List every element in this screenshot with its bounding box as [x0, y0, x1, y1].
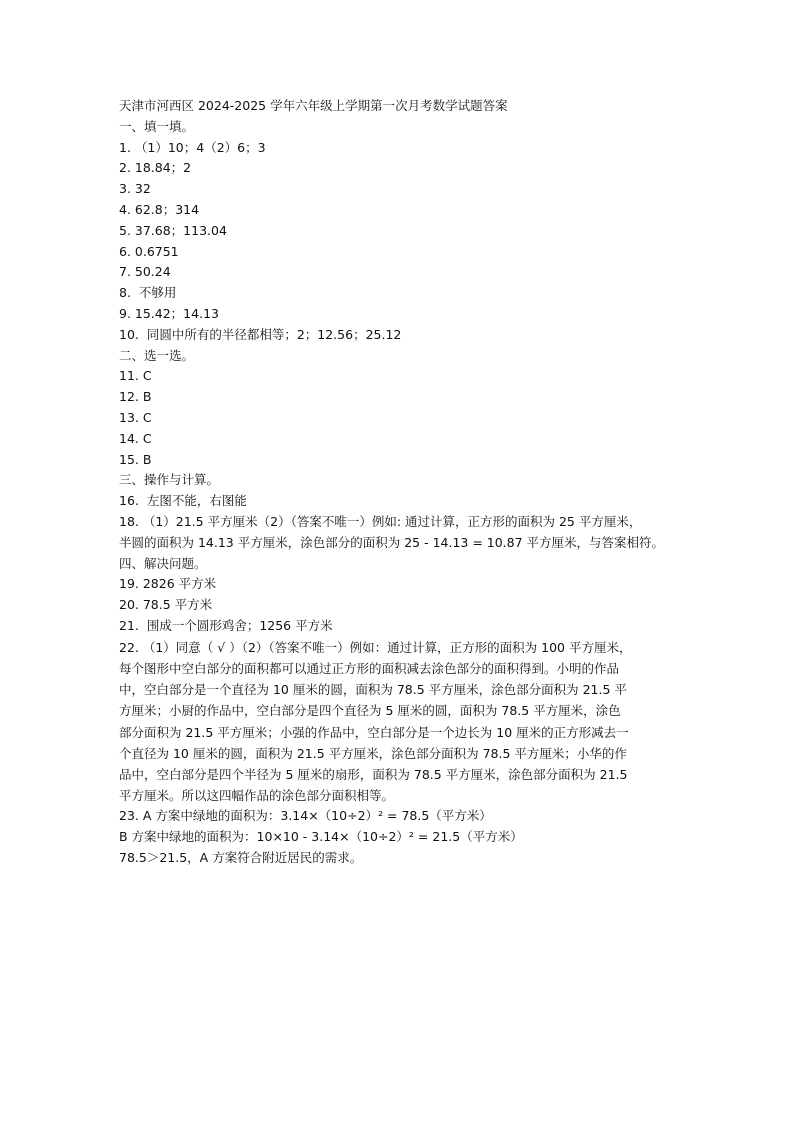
answer-22-line-6: 个直径为 10 厘米的圆，面积为 21.5 平方厘米，涂色部分面积为 78.5 平方厘米；小华的作	[119, 745, 627, 761]
answer-22-block	[119, 637, 676, 807]
answer-9: 9. 15.42；14.13	[119, 305, 219, 321]
answer-22-line-5: 部分面积为 21.5 平方厘米；小强的作品中，空白部分是一个边长为 10 厘米的正方形减去一	[119, 724, 629, 740]
answer-7: 7. 50.24	[119, 264, 171, 280]
answer-13: 13. C	[119, 409, 152, 425]
section-heading-problems: 四、解决问题。	[119, 555, 207, 571]
answer-1: 1. （1）10；4（2）6；3	[119, 139, 266, 155]
answer-8: 8. 不够用	[119, 285, 177, 301]
answer-16: 16. 左图不能，右图能	[119, 493, 247, 509]
section-heading-fill: 一、填一填。	[119, 118, 195, 134]
document-title: 天津市河西区 2024-2025 学年六年级上学期第一次月考数学试题答案	[119, 98, 508, 113]
answer-18-line-2: 半圆的面积为 14.13 平方厘米，涂色部分的面积为 25 - 14.13 = 10.87 平方厘米，与答案相符。	[119, 534, 665, 550]
answer-22-line-1: 22. （1）同意（ √ ）（2）（答案不唯一）例如：通过计算，正方形的面积为 100 平方厘米，	[119, 639, 632, 655]
answer-21: 21. 围成一个圆形鸡舍；1256 平方米	[119, 617, 333, 633]
answer-3: 3. 32	[119, 181, 151, 197]
answer-22-line-4: 方厘米；小厨的作品中，空白部分是四个直径为 5 厘米的圆，面积为 78.5 平方厘米，涂色	[119, 703, 621, 719]
answer-11: 11. C	[119, 368, 152, 384]
answer-20: 20. 78.5 平方米	[119, 597, 213, 613]
answer-5: 5. 37.68；113.04	[119, 222, 227, 238]
answer-22-line-2: 每个图形中空白部分的面积都可以通过正方形的面积减去涂色部分的面积得到。小明的作品	[119, 660, 620, 676]
answer-12: 12. B	[119, 389, 152, 405]
answer-18-line-1: 18. （1）21.5 平方厘米（2）（答案不唯一）例如: 通过计算，正方形的面积为 25 平方厘米，	[119, 513, 642, 529]
answer-14: 14. C	[119, 430, 152, 446]
answer-6: 6. 0.6751	[119, 243, 179, 259]
answer-23-line-2: B 方案中绿地的面积为：10×10 - 3.14×（10÷2）² = 21.5（平方米）	[119, 829, 523, 845]
answer-23-line-1: 23. A 方案中绿地的面积为：3.14×（10÷2）² = 78.5（平方米）	[119, 808, 492, 824]
answer-19: 19. 2826 平方米	[119, 576, 217, 592]
answer-10: 10. 同圆中所有的半径都相等；2；12.56；25.12	[119, 326, 402, 342]
answer-23-line-3: 78.5＞21.5，A 方案符合附近居民的需求。	[119, 849, 363, 865]
answer-4: 4. 62.8；314	[119, 201, 200, 217]
section-heading-operation: 三、操作与计算。	[119, 472, 220, 488]
answer-2: 2. 18.84；2	[119, 160, 192, 176]
answer-22-line-8: 平方厘米。所以这四幅作品的涂色部分面积相等。	[119, 788, 395, 804]
section-heading-choice: 二、选一选。	[119, 347, 195, 363]
answer-15: 15. B	[119, 451, 152, 467]
answer-22-line-3: 中，空白部分是一个直径为 10 厘米的圆，面积为 78.5 平方厘米，涂色部分面积为 21.5 平	[119, 682, 627, 698]
answer-22-line-7: 品中，空白部分是四个半径为 5 厘米的扇形，面积为 78.5 平方厘米，涂色部分面积为 21.5	[119, 766, 628, 782]
